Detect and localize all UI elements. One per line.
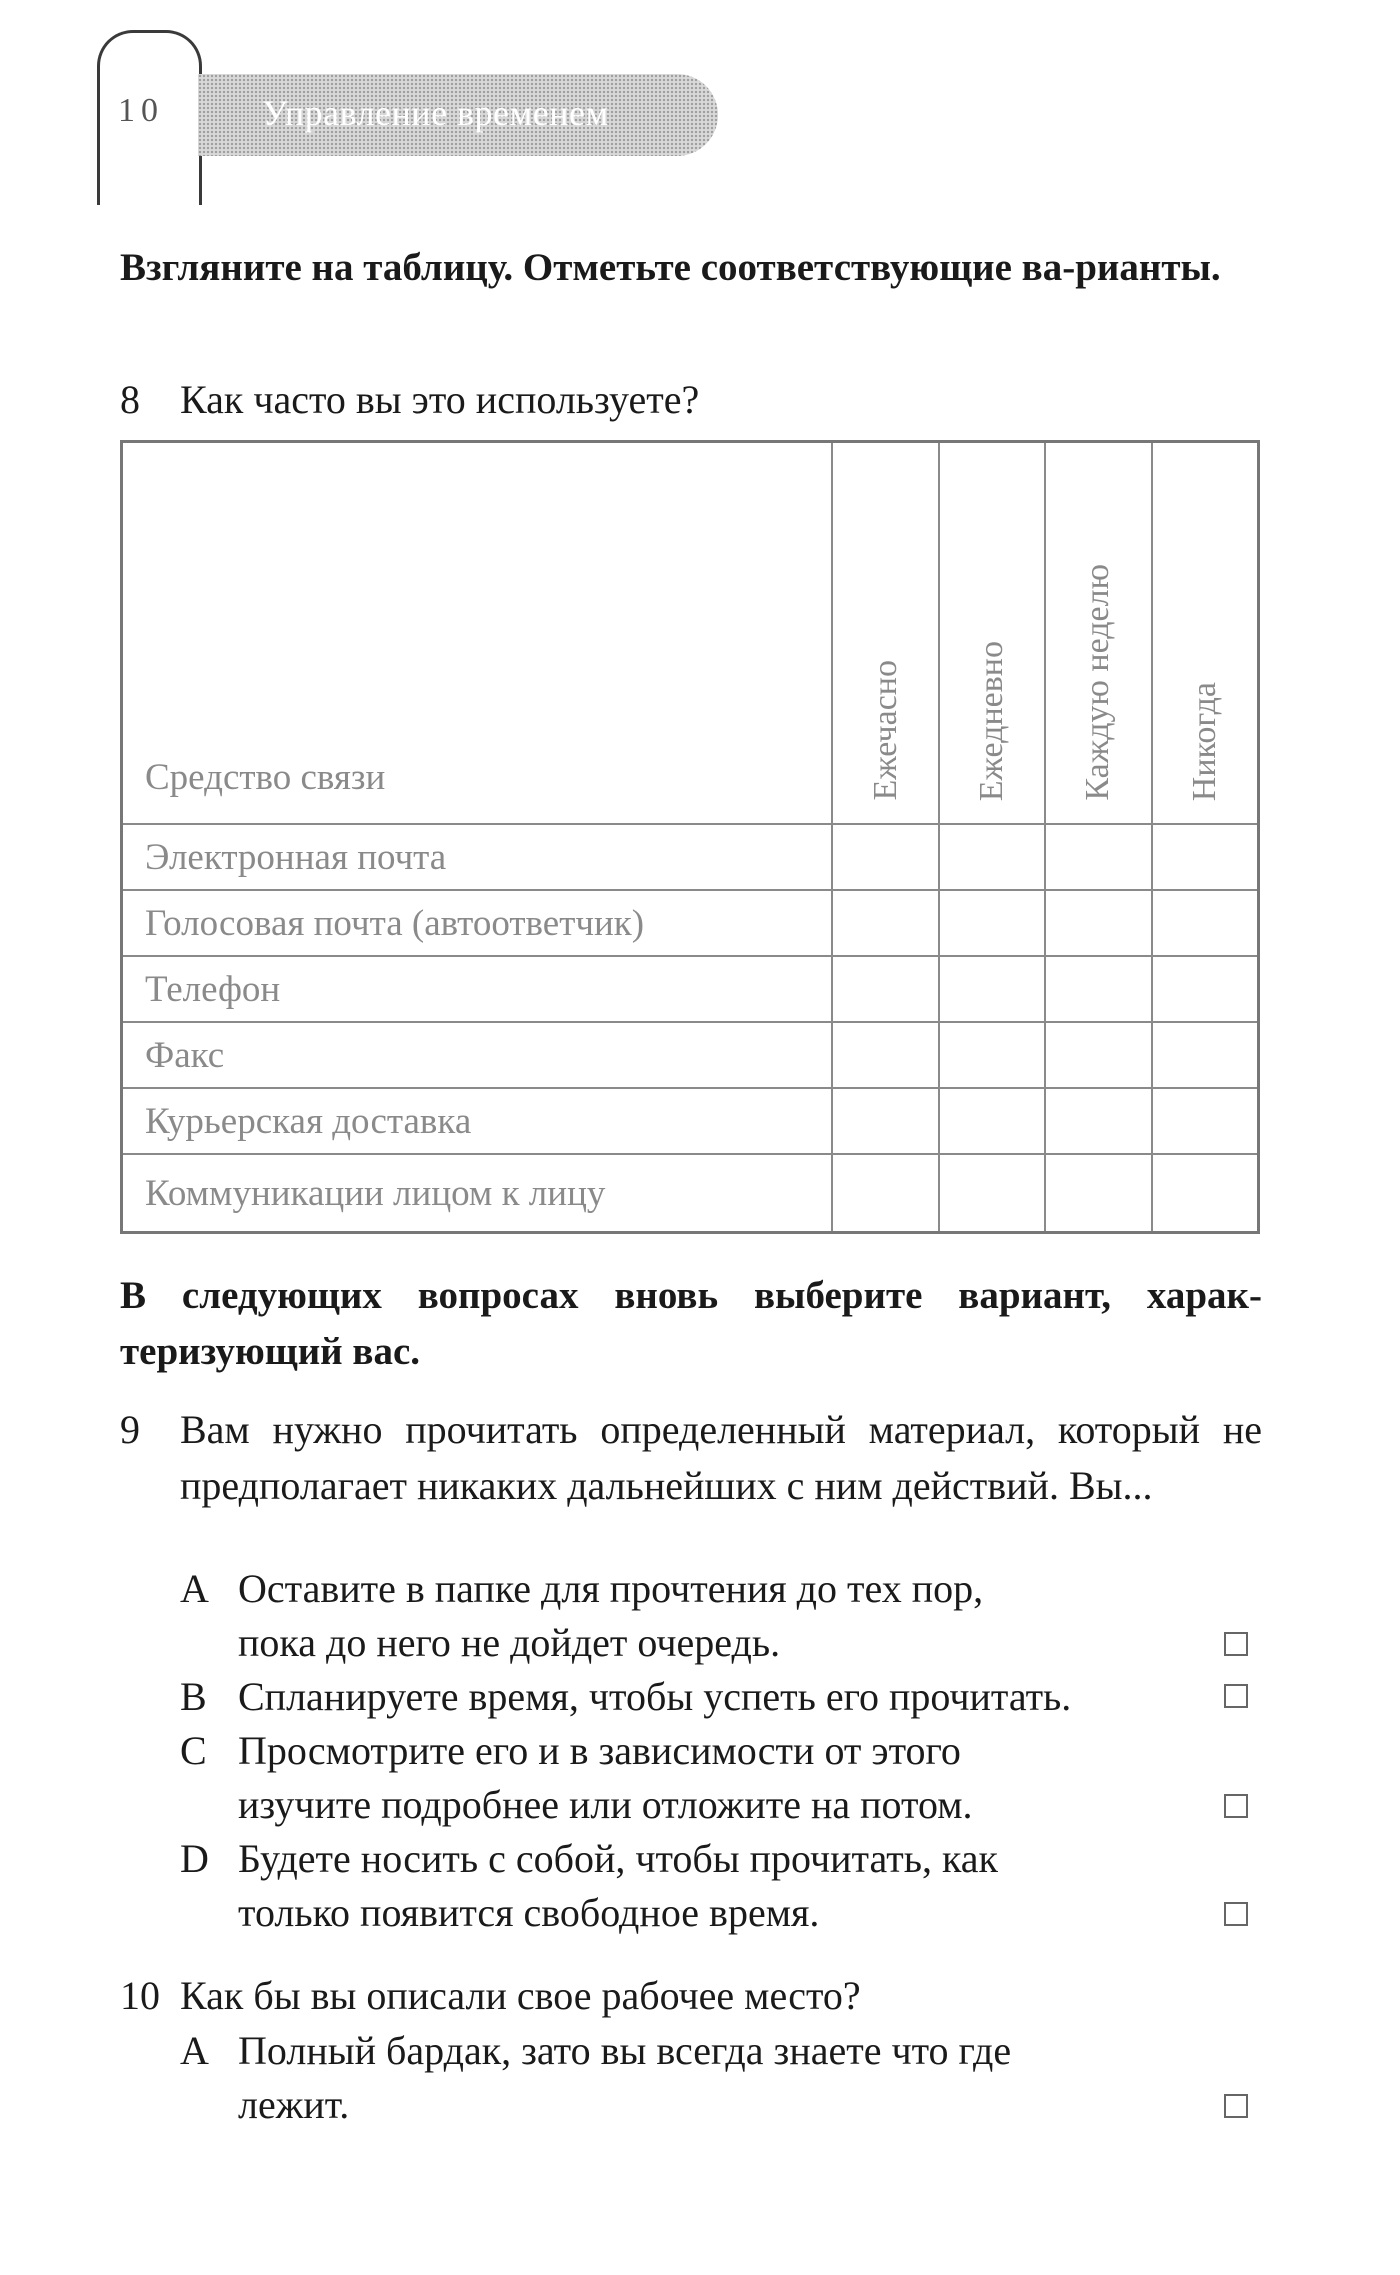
table-cell[interactable] xyxy=(1045,956,1151,1022)
table-cell[interactable] xyxy=(939,1088,1045,1154)
table-cell[interactable] xyxy=(939,1154,1045,1233)
option-letter: C xyxy=(180,1728,207,1773)
row-label-phone: Телефон xyxy=(122,956,833,1022)
medium-column-header: Средство связи xyxy=(122,442,833,825)
table-cell[interactable] xyxy=(832,1022,938,1088)
option-letter: D xyxy=(180,1836,209,1881)
row-label-courier: Курьерская доставка xyxy=(122,1088,833,1154)
table-cell[interactable] xyxy=(1045,890,1151,956)
table-cell[interactable] xyxy=(1152,1088,1259,1154)
table-row xyxy=(122,1154,1259,1233)
table-cell[interactable] xyxy=(1045,824,1151,890)
instruction-choose: В следующих вопросах вновь выберите вариант, харак-теризующий вас. xyxy=(120,1274,1262,1373)
table-cell[interactable] xyxy=(832,824,938,890)
table-header-row xyxy=(122,442,1259,825)
question-text: Вам нужно прочитать определенный материал, который не предполагает никаких дальнейших с ним действий. Вы... xyxy=(180,1407,1262,1508)
table-cell[interactable] xyxy=(939,890,1045,956)
option-text: Будете носить с собой, чтобы прочитать, как xyxy=(238,1836,998,1881)
option-text-cont: только появится свободное время. xyxy=(238,1890,820,1935)
checkbox-9b[interactable] xyxy=(1224,1684,1248,1708)
table-cell[interactable] xyxy=(1152,956,1259,1022)
table-cell[interactable] xyxy=(832,1154,938,1233)
row-label-voicemail: Голосовая почта (автоответчик) xyxy=(122,890,833,956)
option-text-cont: изучите подробнее или отложите на потом. xyxy=(238,1782,973,1827)
table-cell[interactable] xyxy=(832,890,938,956)
row-label-email: Электронная почта xyxy=(122,824,833,890)
page-number: 10 xyxy=(118,92,164,129)
table-cell[interactable] xyxy=(832,1088,938,1154)
checkbox-10a[interactable] xyxy=(1224,2094,1248,2118)
question-number: 8 xyxy=(120,377,140,422)
table-cell[interactable] xyxy=(1045,1154,1151,1233)
question-number: 10 xyxy=(120,1973,160,2018)
checkbox-9c[interactable] xyxy=(1224,1794,1248,1818)
table-cell[interactable] xyxy=(832,956,938,1022)
question-number: 9 xyxy=(120,1407,140,1452)
table-row xyxy=(122,1022,1259,1088)
checkbox-9d[interactable] xyxy=(1224,1902,1248,1926)
option-letter: A xyxy=(180,2028,209,2073)
table-cell[interactable] xyxy=(1045,1022,1151,1088)
checkbox-9a[interactable] xyxy=(1224,1632,1248,1656)
column-header-never: Никогда xyxy=(1152,442,1259,825)
option-text: Полный бардак, зато вы всегда знаете что где xyxy=(238,2028,1012,2073)
row-label-fax: Факс xyxy=(122,1022,833,1088)
table-cell[interactable] xyxy=(1152,890,1259,956)
table-cell[interactable] xyxy=(939,956,1045,1022)
option-text-cont: пока до него не дойдет очередь. xyxy=(238,1620,781,1665)
column-header-daily: Ежедневно xyxy=(939,442,1045,825)
column-header-hourly: Ежечасно xyxy=(832,442,938,825)
table-row xyxy=(122,824,1259,890)
option-text: Просмотрите его и в зависимости от этого xyxy=(238,1728,961,1773)
option-text: Оставите в папке для прочтения до тех пор, xyxy=(238,1566,984,1611)
instruction-table: Взгляните на таблицу. Отметьте соответствующие ва-рианты. xyxy=(120,246,1221,289)
question-text: Как часто вы это используете? xyxy=(180,377,700,422)
section-title: Управление временем xyxy=(262,93,609,133)
table-cell[interactable] xyxy=(1045,1088,1151,1154)
question-text: Как бы вы описали свое рабочее место? xyxy=(180,1973,861,2018)
table-cell[interactable] xyxy=(939,1022,1045,1088)
table-row xyxy=(122,1088,1259,1154)
table-row xyxy=(122,956,1259,1022)
option-letter: B xyxy=(180,1674,207,1719)
table-cell[interactable] xyxy=(939,824,1045,890)
option-text: Спланируете время, чтобы успеть его прочитать. xyxy=(238,1674,1072,1719)
table-cell[interactable] xyxy=(1152,1022,1259,1088)
option-text-cont: лежит. xyxy=(238,2082,350,2127)
communication-frequency-table xyxy=(120,440,1260,1234)
table-cell[interactable] xyxy=(1152,1154,1259,1233)
option-letter: A xyxy=(180,1566,209,1611)
row-label-face-to-face: Коммуникации лицом к лицу xyxy=(122,1154,833,1233)
column-header-weekly: Каждую неделю xyxy=(1045,442,1151,825)
table-row xyxy=(122,890,1259,956)
table-cell[interactable] xyxy=(1152,824,1259,890)
